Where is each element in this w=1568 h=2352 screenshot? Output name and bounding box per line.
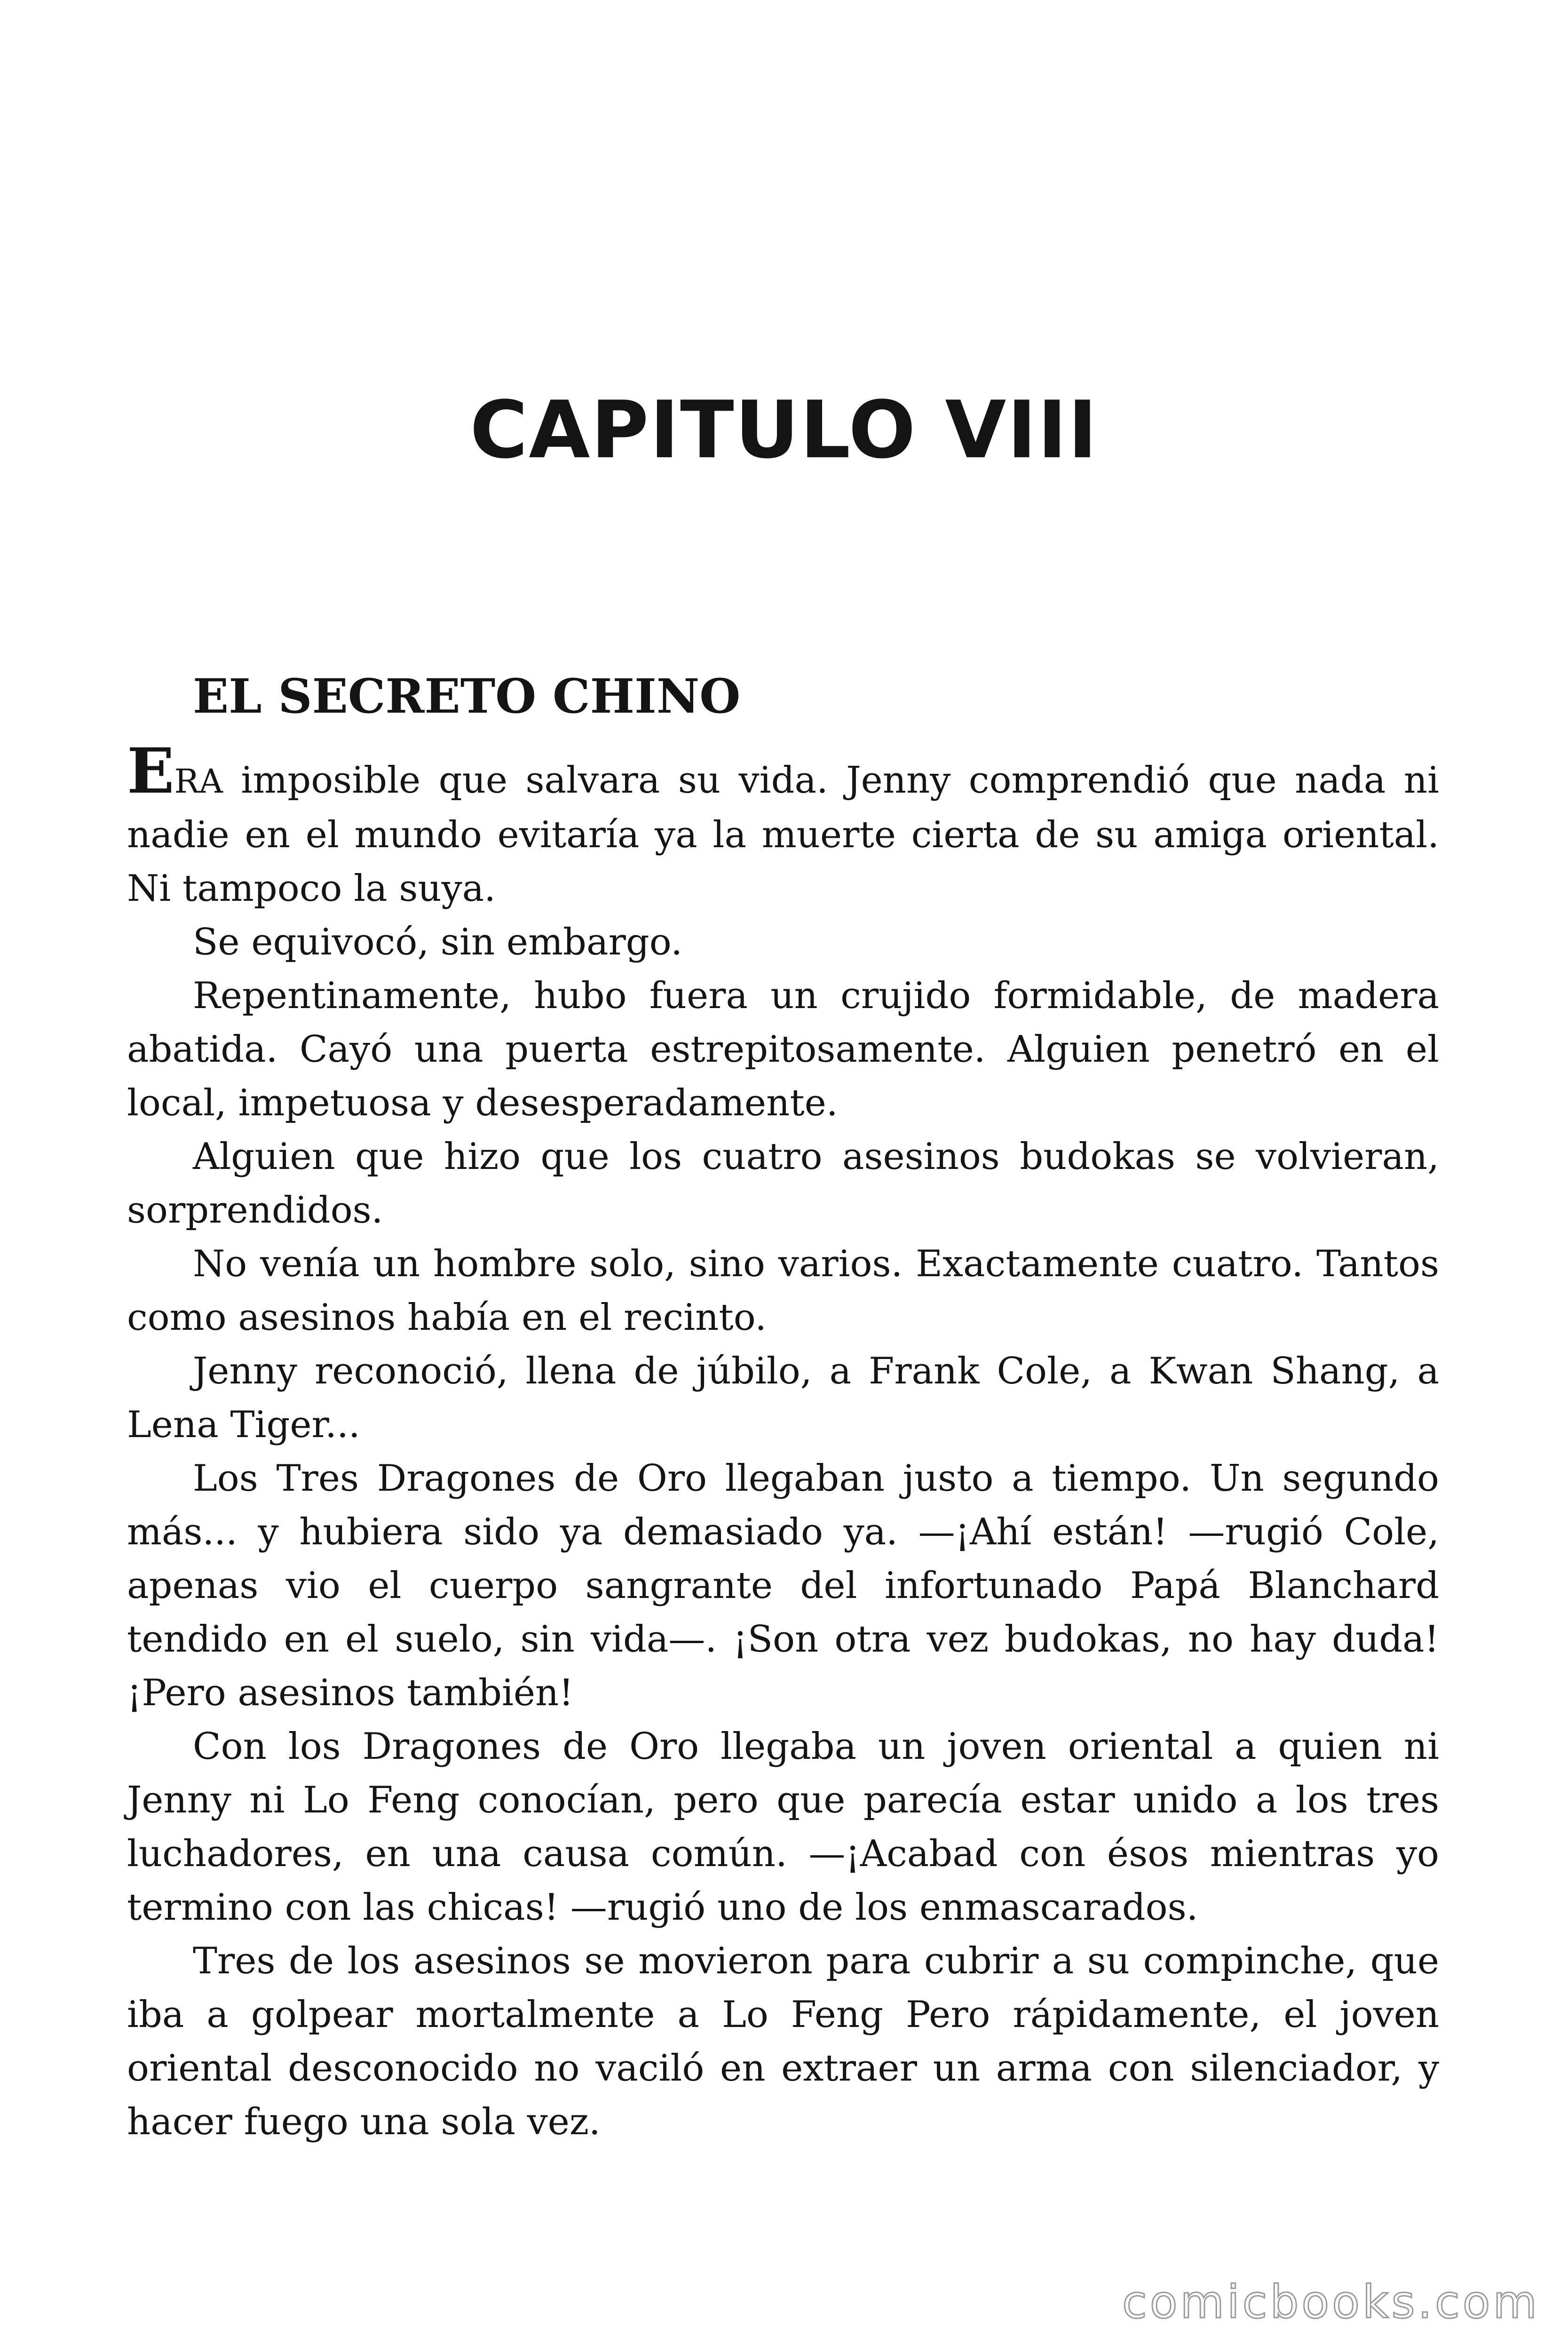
drop-cap: E [127, 735, 174, 808]
section-title: EL SECRETO CHINO [193, 668, 741, 724]
paragraph-9: Tres de los asesinos se movieron para cubrir a su compinche, que iba a golpear mortalmente a Lo Feng Pero rápidamente, el joven oriental desconocido no vaciló en extraer un arma con silenciador, y hacer fuego una sola vez. [127, 1940, 1439, 2143]
drop-cap-continuation: RA [174, 762, 223, 801]
paragraph-7: Los Tres Dragones de Oro llegaban justo a tiempo. Un segundo más... y hubiera sido ya demasiado ya. —¡Ahí están! —rugió Cole, apenas vio el cuerpo sangrante del infortunado Papá Blanchard tendido en el suelo, sin vida—. ¡Son otra vez budokas, no hay duda! ¡Pero asesinos también! [127, 1457, 1439, 1714]
paragraph-5: No venía un hombre solo, sino varios. Exactamente cuatro. Tantos como asesinos había en el recinto. [127, 1243, 1439, 1339]
paragraph-3: Repentinamente, hubo fuera un crujido formidable, de madera abatida. Cayó una puerta estrepitosamente. Alguien penetró en el local, impetuosa y desesperadamente. [127, 975, 1439, 1124]
paragraph-1-text: imposible que salvara su vida. Jenny comprendió que nada ni nadie en el mundo evitaría ya la muerte cierta de su amiga oriental. Ni tampoco la suya. [127, 759, 1439, 910]
paragraph-4: Alguien que hizo que los cuatro asesinos budokas se volvieran, sorprendidos. [127, 1136, 1439, 1232]
watermark: comicbooks.com [1122, 2276, 1540, 2328]
chapter-title: CAPITULO VIII [470, 384, 1098, 476]
paragraph-8: Con los Dragones de Oro llegaba un joven oriental a quien ni Jenny ni Lo Feng conocían, pero que parecía estar unido a los tres luchadores, en una causa común. —¡Acabad con ésos mientras yo termino con las chicas! —rugió uno de los enmascarados. [127, 1725, 1439, 1929]
paragraph-6: Jenny reconoció, llena de júbilo, a Frank Cole, a Kwan Shang, a Lena Tiger... [127, 1350, 1439, 1446]
paragraph-2: Se equivocó, sin embargo. [193, 921, 683, 963]
chapter-body [127, 735, 1439, 2149]
paragraph-1 [127, 735, 1439, 915]
